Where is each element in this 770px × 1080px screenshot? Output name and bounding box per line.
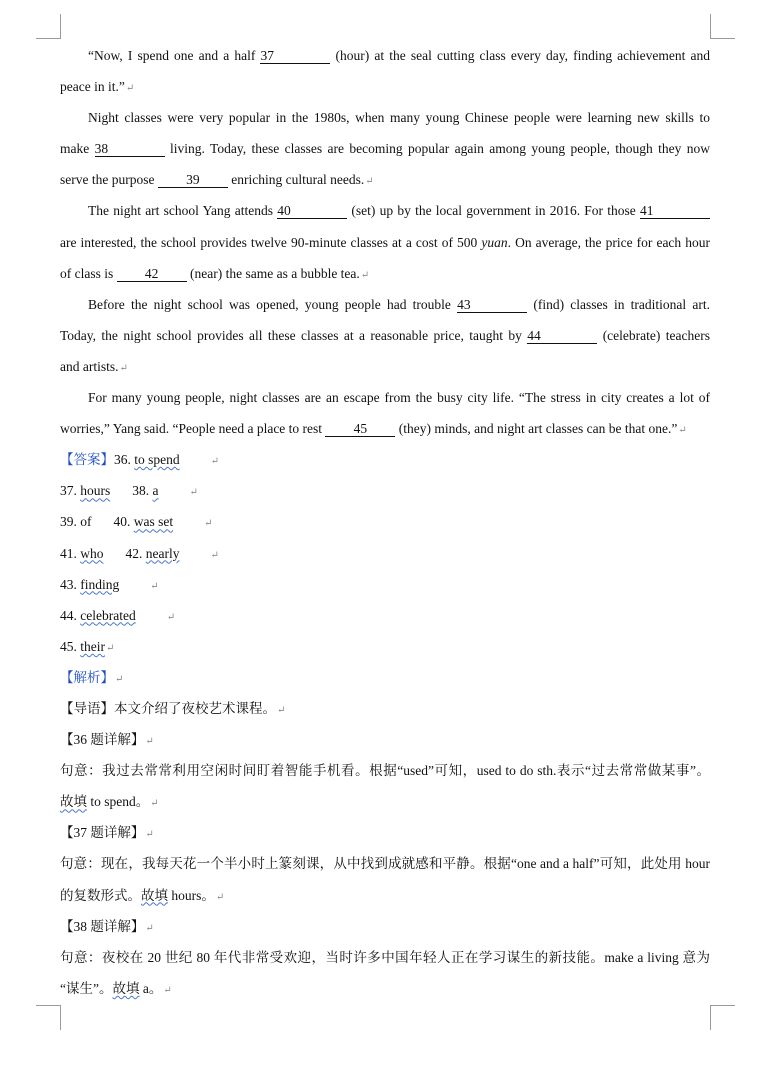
passage-line: make 38 living. Today, these classes are becoming popular again among young people, though they now xyxy=(60,141,710,157)
paragraph-mark-icon: ↵ xyxy=(365,176,374,188)
q36-conclusion: 故填 to spend。↵ xyxy=(60,794,159,810)
paragraph-mark-icon: ↵ xyxy=(360,269,370,281)
blank-39[interactable]: 39 xyxy=(158,173,228,188)
paragraph-mark-icon: ↵ xyxy=(215,891,225,903)
q37-explanation: 句意：现在，我每天花一个半小时上篆刻课，从中找到成就感和平静。根据“one and a half”可知，此处用 hour xyxy=(60,856,710,872)
paragraph-mark-icon: ↵ xyxy=(125,83,135,95)
passage-line: Night classes were very popular in the 1980s, when many young Chinese people were learning new skills to xyxy=(88,110,710,126)
answer-line-44: 44. celebrated ↵ xyxy=(60,607,176,623)
blank-42[interactable]: 42 xyxy=(117,267,187,282)
q36-explanation: 句意：我过去常常利用空闲时间盯着智能手机看。根据“used”可知，used to do sth.表示“过去常常做某事”。 xyxy=(60,763,710,779)
blank-45[interactable]: 45 xyxy=(325,422,395,437)
corner-mark-bottom-right xyxy=(710,1005,735,1030)
passage-line: peace in it.”↵ xyxy=(60,79,135,95)
answer-line-37-38: 37. hours 38. a ↵ xyxy=(60,483,198,499)
passage-line: The night art school Yang attends 40 (set) up by the local government in 2016. For those 41 xyxy=(60,195,710,226)
corner-mark-bottom-left xyxy=(36,1005,61,1030)
analysis-intro: 【导语】本文介绍了夜校艺术课程。↵ xyxy=(60,700,286,716)
answer-line-45: 45. their↵ xyxy=(60,638,115,654)
paragraph-mark-icon: ↵ xyxy=(145,829,154,841)
paragraph-mark-icon: ↵ xyxy=(277,704,286,716)
blank-41[interactable]: 41 xyxy=(640,204,710,219)
paragraph-mark-icon: ↵ xyxy=(115,673,124,685)
q38-heading: 【38 题详解】↵ xyxy=(60,918,154,934)
corner-mark-top-right xyxy=(710,14,735,39)
passage-line: worries,” Yang said. “People need a place to rest 45 (they) minds, and night art classes can be that one.”↵ xyxy=(60,421,687,437)
blank-40[interactable]: 40 xyxy=(277,204,347,219)
blank-43[interactable]: 43 xyxy=(457,298,527,313)
paragraph-mark-icon: ↵ xyxy=(189,487,198,499)
paragraph-mark-icon: ↵ xyxy=(119,362,128,374)
q37-heading: 【37 题详解】↵ xyxy=(60,825,154,841)
paragraph-mark-icon: ↵ xyxy=(204,518,213,530)
analysis-tag: 【解析】 xyxy=(60,669,114,685)
paragraph-mark-icon: ↵ xyxy=(150,798,159,810)
paragraph-mark-icon: ↵ xyxy=(210,549,219,561)
analysis-heading xyxy=(60,662,710,693)
paragraph-mark-icon: ↵ xyxy=(166,611,176,623)
q38-conclusion: “谋生”。故填 a。↵ xyxy=(60,980,172,996)
passage-line: For many young people, night classes are an escape from the busy city life. “The stress in city creates a lot of xyxy=(88,390,710,406)
q37-conclusion: 的复数形式。故填 hours。↵ xyxy=(60,887,225,903)
answer-tag: 【答案】 xyxy=(60,452,114,468)
passage-line: and artists.↵ xyxy=(60,358,128,374)
document-body xyxy=(60,40,710,1004)
q36-heading: 【36 题详解】↵ xyxy=(60,732,154,748)
passage-line: serve the purpose 39 enriching cultural needs.↵ xyxy=(60,172,374,188)
paragraph-mark-icon: ↵ xyxy=(145,922,154,934)
answer-line-41-42: 41. who 42. nearly ↵ xyxy=(60,545,219,561)
answer-line-36: 【答案】36. to spend ↵ xyxy=(60,452,220,468)
paragraph-mark-icon: ↵ xyxy=(678,425,687,437)
passage-line: Before the night school was opened, young people had trouble 43 (find) classes in traditional art. xyxy=(88,296,710,312)
paragraph-mark-icon: ↵ xyxy=(106,642,115,654)
blank-44[interactable]: 44 xyxy=(527,329,597,344)
q38-explanation: 句意：夜校在 20 世纪 80 年代非常受欢迎，当时许多中国年轻人正在学习谋生的新技能。make a living 意为 xyxy=(60,949,710,965)
blank-37[interactable]: 37 xyxy=(260,49,330,64)
passage-line: Today, the night school provides all these classes at a reasonable price, taught by 44 (celebrate) teachers xyxy=(60,327,710,343)
passage-line: of class is 42 (near) the same as a bubble tea.↵ xyxy=(60,265,370,281)
answer-line-39-40: 39. of 40. was set ↵ xyxy=(60,514,213,530)
paragraph-mark-icon: ↵ xyxy=(163,984,172,996)
paragraph-mark-icon: ↵ xyxy=(145,736,154,748)
paragraph-mark-icon: ↵ xyxy=(150,580,159,592)
passage-line: are interested, the school provides twelve 90-minute classes at a cost of 500 yuan. On average, the price for each hour xyxy=(60,234,710,250)
passage-line: “Now, I spend one and a half 37 (hour) at the seal cutting class every day, finding achievement and xyxy=(88,48,710,63)
paragraph-mark-icon: ↵ xyxy=(210,456,220,468)
answer-line-43: 43. finding ↵ xyxy=(60,576,159,592)
blank-38[interactable]: 38 xyxy=(95,142,165,157)
corner-mark-top-left xyxy=(36,14,61,39)
